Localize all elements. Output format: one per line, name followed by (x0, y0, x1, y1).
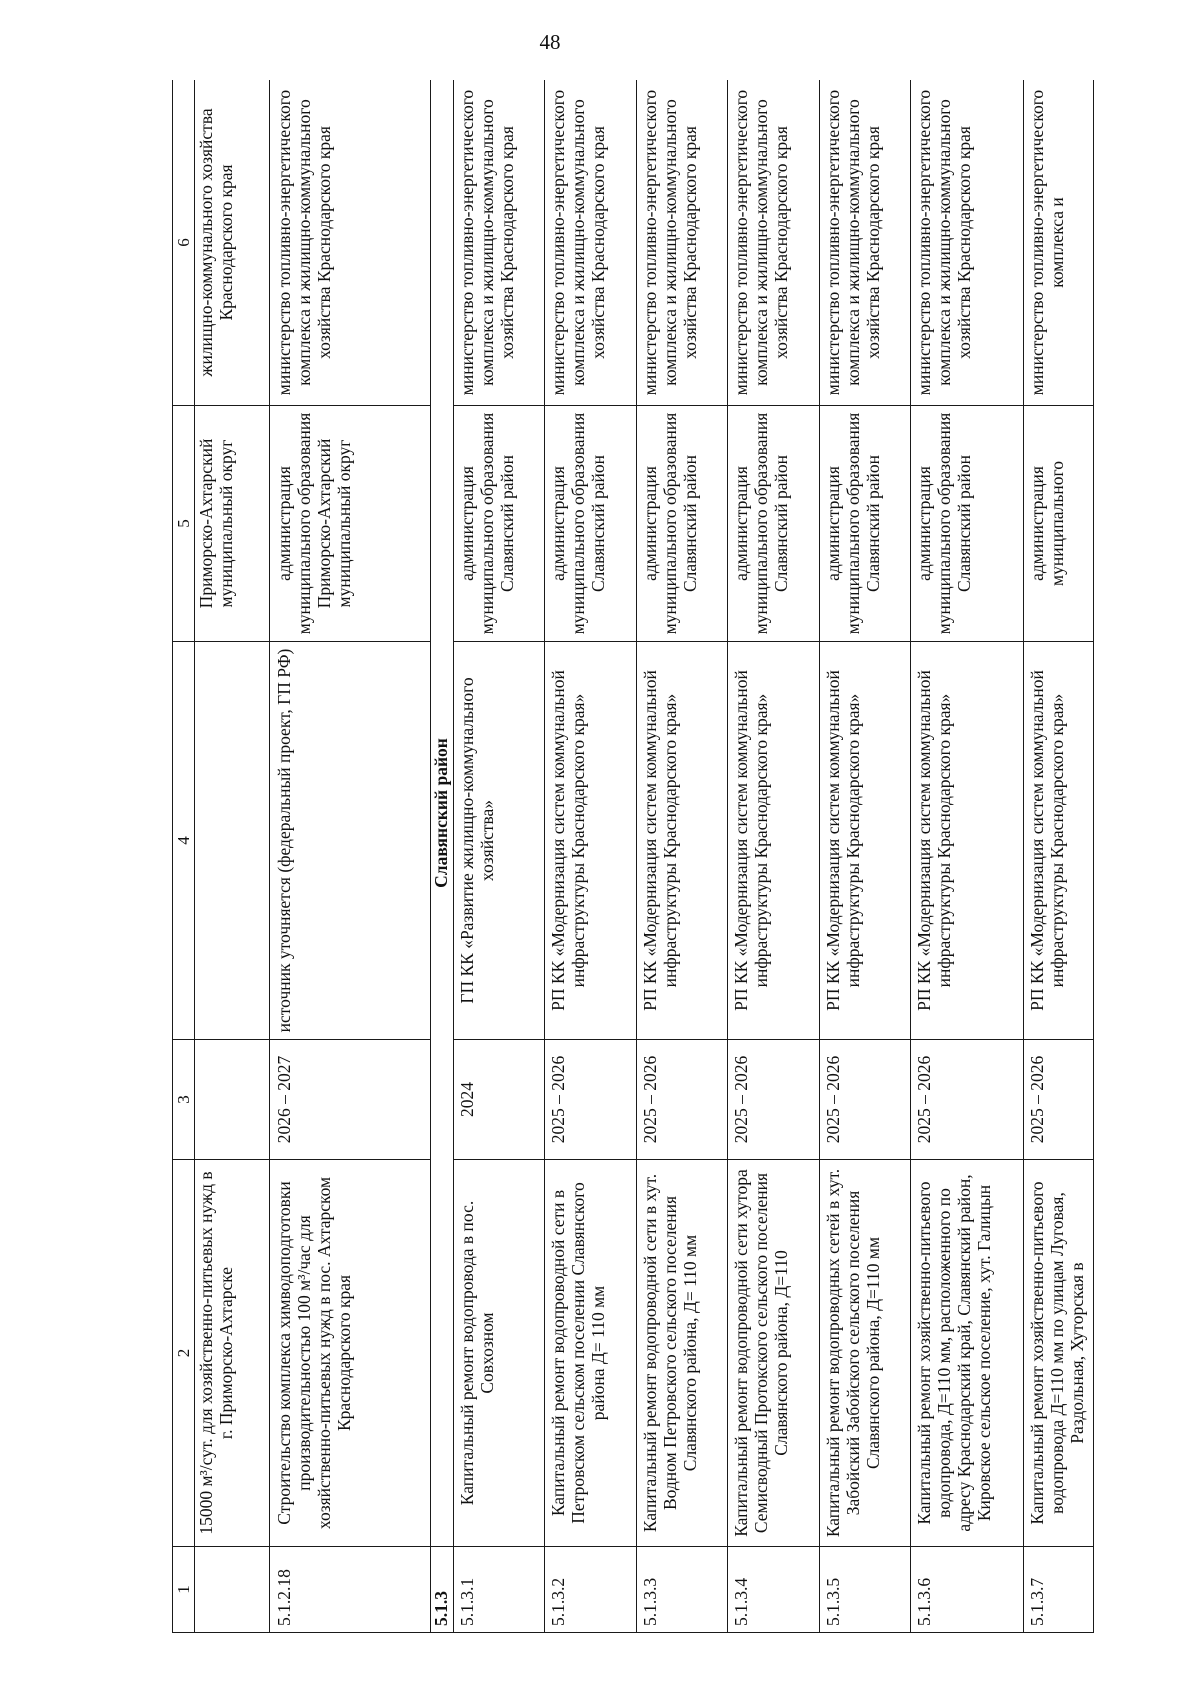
row-executor: администрация муниципального образования Славянский район (545, 406, 636, 642)
row-source: РП КК «Модернизация систем коммунальной инфраструктуры Краснодарского края» (819, 642, 910, 1040)
row-executor: администрация муниципального образования Славянский район (911, 406, 1024, 642)
measures-table (172, 80, 1094, 1633)
header-col-3: 3 (173, 1040, 195, 1160)
row-name: Капитальный ремонт водопровода в пос. Совхозном (453, 1160, 544, 1547)
row-number: 5.1.2.18 (269, 1547, 431, 1633)
row-ministry: министерство топливно-энергетического комплекса и жилищно-коммунального хозяйства Краснодарского края (911, 80, 1024, 406)
row-executor: администрация муниципального образования Приморско-Ахтарский муниципальный округ (269, 406, 431, 642)
row-period: 2026 – 2027 (269, 1040, 431, 1160)
row-period: 2025 – 2026 (636, 1040, 727, 1160)
row-name: 15000 м³/сут. для хозяйственно-питьевых нужд в г. Приморско-Ахтарске (195, 1160, 269, 1547)
row-executor: администрация муниципального (1023, 406, 1093, 642)
row-name: Капитальный ремонт водопроводной сети хутора Семисводный Протокского сельского поселения Славянского района, Д=110 (728, 1160, 819, 1547)
row-name: Строительство комплекса химводоподготовки производительностью 100 м³/час для хозяйственно-питьевых нужд в пос. Ахтарском Краснодарского края (269, 1160, 431, 1547)
header-col-1: 1 (173, 1547, 195, 1633)
row-executor: Приморско-Ахтарский муниципальный округ (195, 406, 269, 642)
table-frame (172, 80, 1094, 1633)
row-source: источник уточняется (федеральный проект, ГП РФ) (269, 642, 431, 1040)
row-ministry: министерство топливно-энергетического комплекса и (1023, 80, 1093, 406)
row-source: РП КК «Модернизация систем коммунальной инфраструктуры Краснодарского края» (911, 642, 1024, 1040)
row-period: 2025 – 2026 (1023, 1040, 1093, 1160)
row-ministry: министерство топливно-энергетического комплекса и жилищно-коммунального хозяйства Краснодарского края (453, 80, 544, 406)
section-number: 5.1.3 (431, 1547, 453, 1633)
table-row (453, 80, 544, 1633)
row-executor: администрация муниципального образования Славянский район (819, 406, 910, 642)
row-period: 2025 – 2026 (545, 1040, 636, 1160)
row-name: Капитальный ремонт водопроводной сети в хут. Водном Петровского сельского поселения Славянского района, Д= 110 мм (636, 1160, 727, 1547)
row-ministry: министерство топливно-энергетического комплекса и жилищно-коммунального хозяйства Краснодарского края (269, 80, 431, 406)
table-row (728, 80, 819, 1633)
row-number: 5.1.3.7 (1023, 1547, 1093, 1633)
row-name: Капитальный ремонт хозяйственно-питьевого водопровода, Д=110 мм, расположенного по адресу Краснодарский край, Славянский район, Кировское сельское поселение, хут. Галицын (911, 1160, 1024, 1547)
row-number: 5.1.3.2 (545, 1547, 636, 1633)
row-source: РП КК «Модернизация систем коммунальной инфраструктуры Краснодарского края» (728, 642, 819, 1040)
row-name: Капитальный ремонт водопроводной сети в Петровском сельском поселении Славянского района Д= 110 мм (545, 1160, 636, 1547)
row-number: 5.1.3.3 (636, 1547, 727, 1633)
table-row (545, 80, 636, 1633)
row-period: 2025 – 2026 (911, 1040, 1024, 1160)
row-number: 5.1.3.4 (728, 1547, 819, 1633)
row-executor: администрация муниципального образования Славянский район (728, 406, 819, 642)
section-row-5-1-3 (431, 80, 453, 1633)
row-ministry: министерство топливно-энергетического комплекса и жилищно-коммунального хозяйства Краснодарского края (636, 80, 727, 406)
row-period: 2025 – 2026 (819, 1040, 910, 1160)
row-period (195, 1040, 269, 1160)
row-name: Капитальный ремонт водопроводных сетей в хут. Забойский Забойского сельского поселения Славянского района, Д=110 мм (819, 1160, 910, 1547)
row-source: ГП КК «Развитие жилищно-коммунального хозяйства» (453, 642, 544, 1040)
row-executor: администрация муниципального образования Славянский район (453, 406, 544, 642)
row-number: 5.1.3.1 (453, 1547, 544, 1633)
row-source (195, 642, 269, 1040)
page-number: 48 (539, 30, 561, 54)
header-col-2: 2 (173, 1160, 195, 1547)
rotated-table-wrapper (172, 80, 1094, 1633)
row-number: 5.1.3.6 (911, 1547, 1024, 1633)
table-header-row (173, 80, 195, 1633)
header-col-5: 5 (173, 406, 195, 642)
row-ministry: жилищно-коммунального хозяйства Краснодарского края (195, 80, 269, 406)
row-ministry: министерство топливно-энергетического комплекса и жилищно-коммунального хозяйства Краснодарского края (819, 80, 910, 406)
table-row (819, 80, 910, 1633)
section-title: Славянский район (431, 80, 453, 1547)
row-ministry: министерство топливно-энергетического комплекса и жилищно-коммунального хозяйства Краснодарского края (545, 80, 636, 406)
row-executor: администрация муниципального образования Славянский район (636, 406, 727, 642)
table-row (1023, 80, 1093, 1633)
row-name: Капитальный ремонт хозяйственно-питьевого водопровода Д=110 мм по улицам Луговая, Раздольная, Хуторская в (1023, 1160, 1093, 1547)
row-number (195, 1547, 269, 1633)
row-source: РП КК «Модернизация систем коммунальной инфраструктуры Краснодарского края» (545, 642, 636, 1040)
row-ministry: министерство топливно-энергетического комплекса и жилищно-коммунального хозяйства Краснодарского края (728, 80, 819, 406)
row-period: 2025 – 2026 (728, 1040, 819, 1160)
row-number: 5.1.3.5 (819, 1547, 910, 1633)
header-col-4: 4 (173, 642, 195, 1040)
row-source: РП КК «Модернизация систем коммунальной инфраструктуры Краснодарского края» (636, 642, 727, 1040)
row-source: РП КК «Модернизация систем коммунальной инфраструктуры Краснодарского края» (1023, 642, 1093, 1040)
header-col-6: 6 (173, 80, 195, 406)
table-row (636, 80, 727, 1633)
row-period: 2024 (453, 1040, 544, 1160)
table-row-continued (195, 80, 269, 1633)
table-row (911, 80, 1024, 1633)
table-row-5-1-2-18 (269, 80, 431, 1633)
